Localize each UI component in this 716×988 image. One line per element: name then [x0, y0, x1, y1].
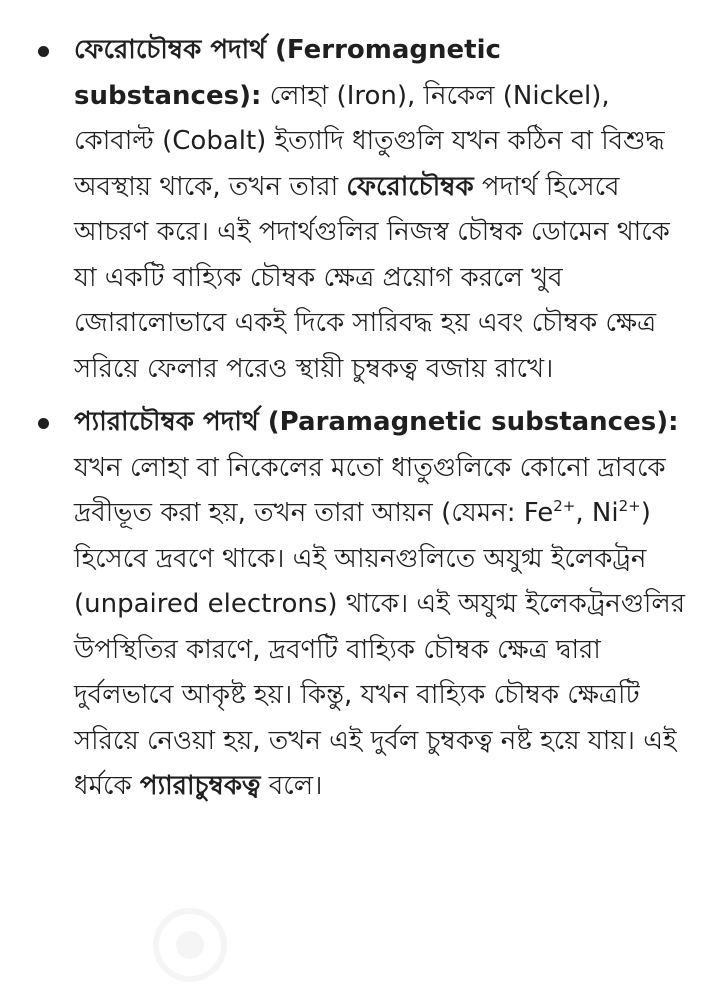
item-text: যখন লোহা বা নিকেলের মতো ধাতুগুলিকে কোনো দ্রাবকে দ্রবীভূত করা হয়, তখন তারা আয়ন (যেমন: Fe: [74, 452, 666, 528]
watermark-icon: [150, 905, 230, 985]
ion-charge: 2+: [553, 497, 576, 515]
item-bold-term: ফেরোচৌম্বক: [346, 171, 474, 202]
list-item-paramagnetic: [0, 400, 716, 810]
item-heading: ফেরোচৌম্বক পদার্থ (Ferromagnetic substances):: [74, 35, 501, 111]
list-item-ferromagnetic: [0, 28, 716, 392]
item-bold-term: প্যারাচুম্বকত্ব: [139, 771, 261, 801]
document-body: [0, 28, 716, 818]
item-text: বলে।: [260, 771, 323, 801]
bullet-list: [0, 28, 716, 810]
item-text: , Ni: [575, 498, 619, 528]
item-heading: প্যারাচৌম্বক পদার্থ (Paramagnetic substances):: [74, 407, 679, 437]
item-text: পদার্থ হিসেবে আচরণ করে। এই পদার্থগুলির নিজস্ব চৌম্বক ডোমেন থাকে যা একটি বাহ্যিক চৌম্বক ক্ষেত্র প্রয়োগ করলে খুব জোরালোভাবে একই দিকে সারিবদ্ধ হয় এবং চৌম্বক ক্ষেত্র সরিয়ে ফেলার পরেও স্থায়ী চুম্বকত্ব বজায় রাখে।: [74, 171, 670, 384]
bullet-icon: [38, 418, 49, 429]
item-text: ) হিসেবে দ্রবণে থাকে। এই আয়নগুলিতে অযুগ্ম ইলেকট্রন (unpaired electrons) থাকে। এই অযুগ্ম ইলেকট্রনগুলির উপস্থিতির কারণে, দ্রবণটি বাহ্যিক চৌম্বক ক্ষেত্র দ্বারা দুর্বলভাবে আকৃষ্ট হয়। কিন্তু, যখন বাহ্যিক চৌম্বক ক্ষেত্রটি সরিয়ে নেওয়া হয়, তখন এই দুর্বল চুম্বকত্ব নষ্ট হয়ে যায়। এই ধর্মকে: [74, 498, 686, 801]
item-text: লোহা (Iron), নিকেল (Nickel), কোবাল্ট (Cobalt) ইত্যাদি ধাতুগুলি যখন কঠিন বা বিশুদ্ধ অবস্থায় থাকে, তখন তারা: [74, 80, 665, 202]
bullet-icon: [38, 46, 49, 57]
ion-charge: 2+: [618, 497, 641, 515]
